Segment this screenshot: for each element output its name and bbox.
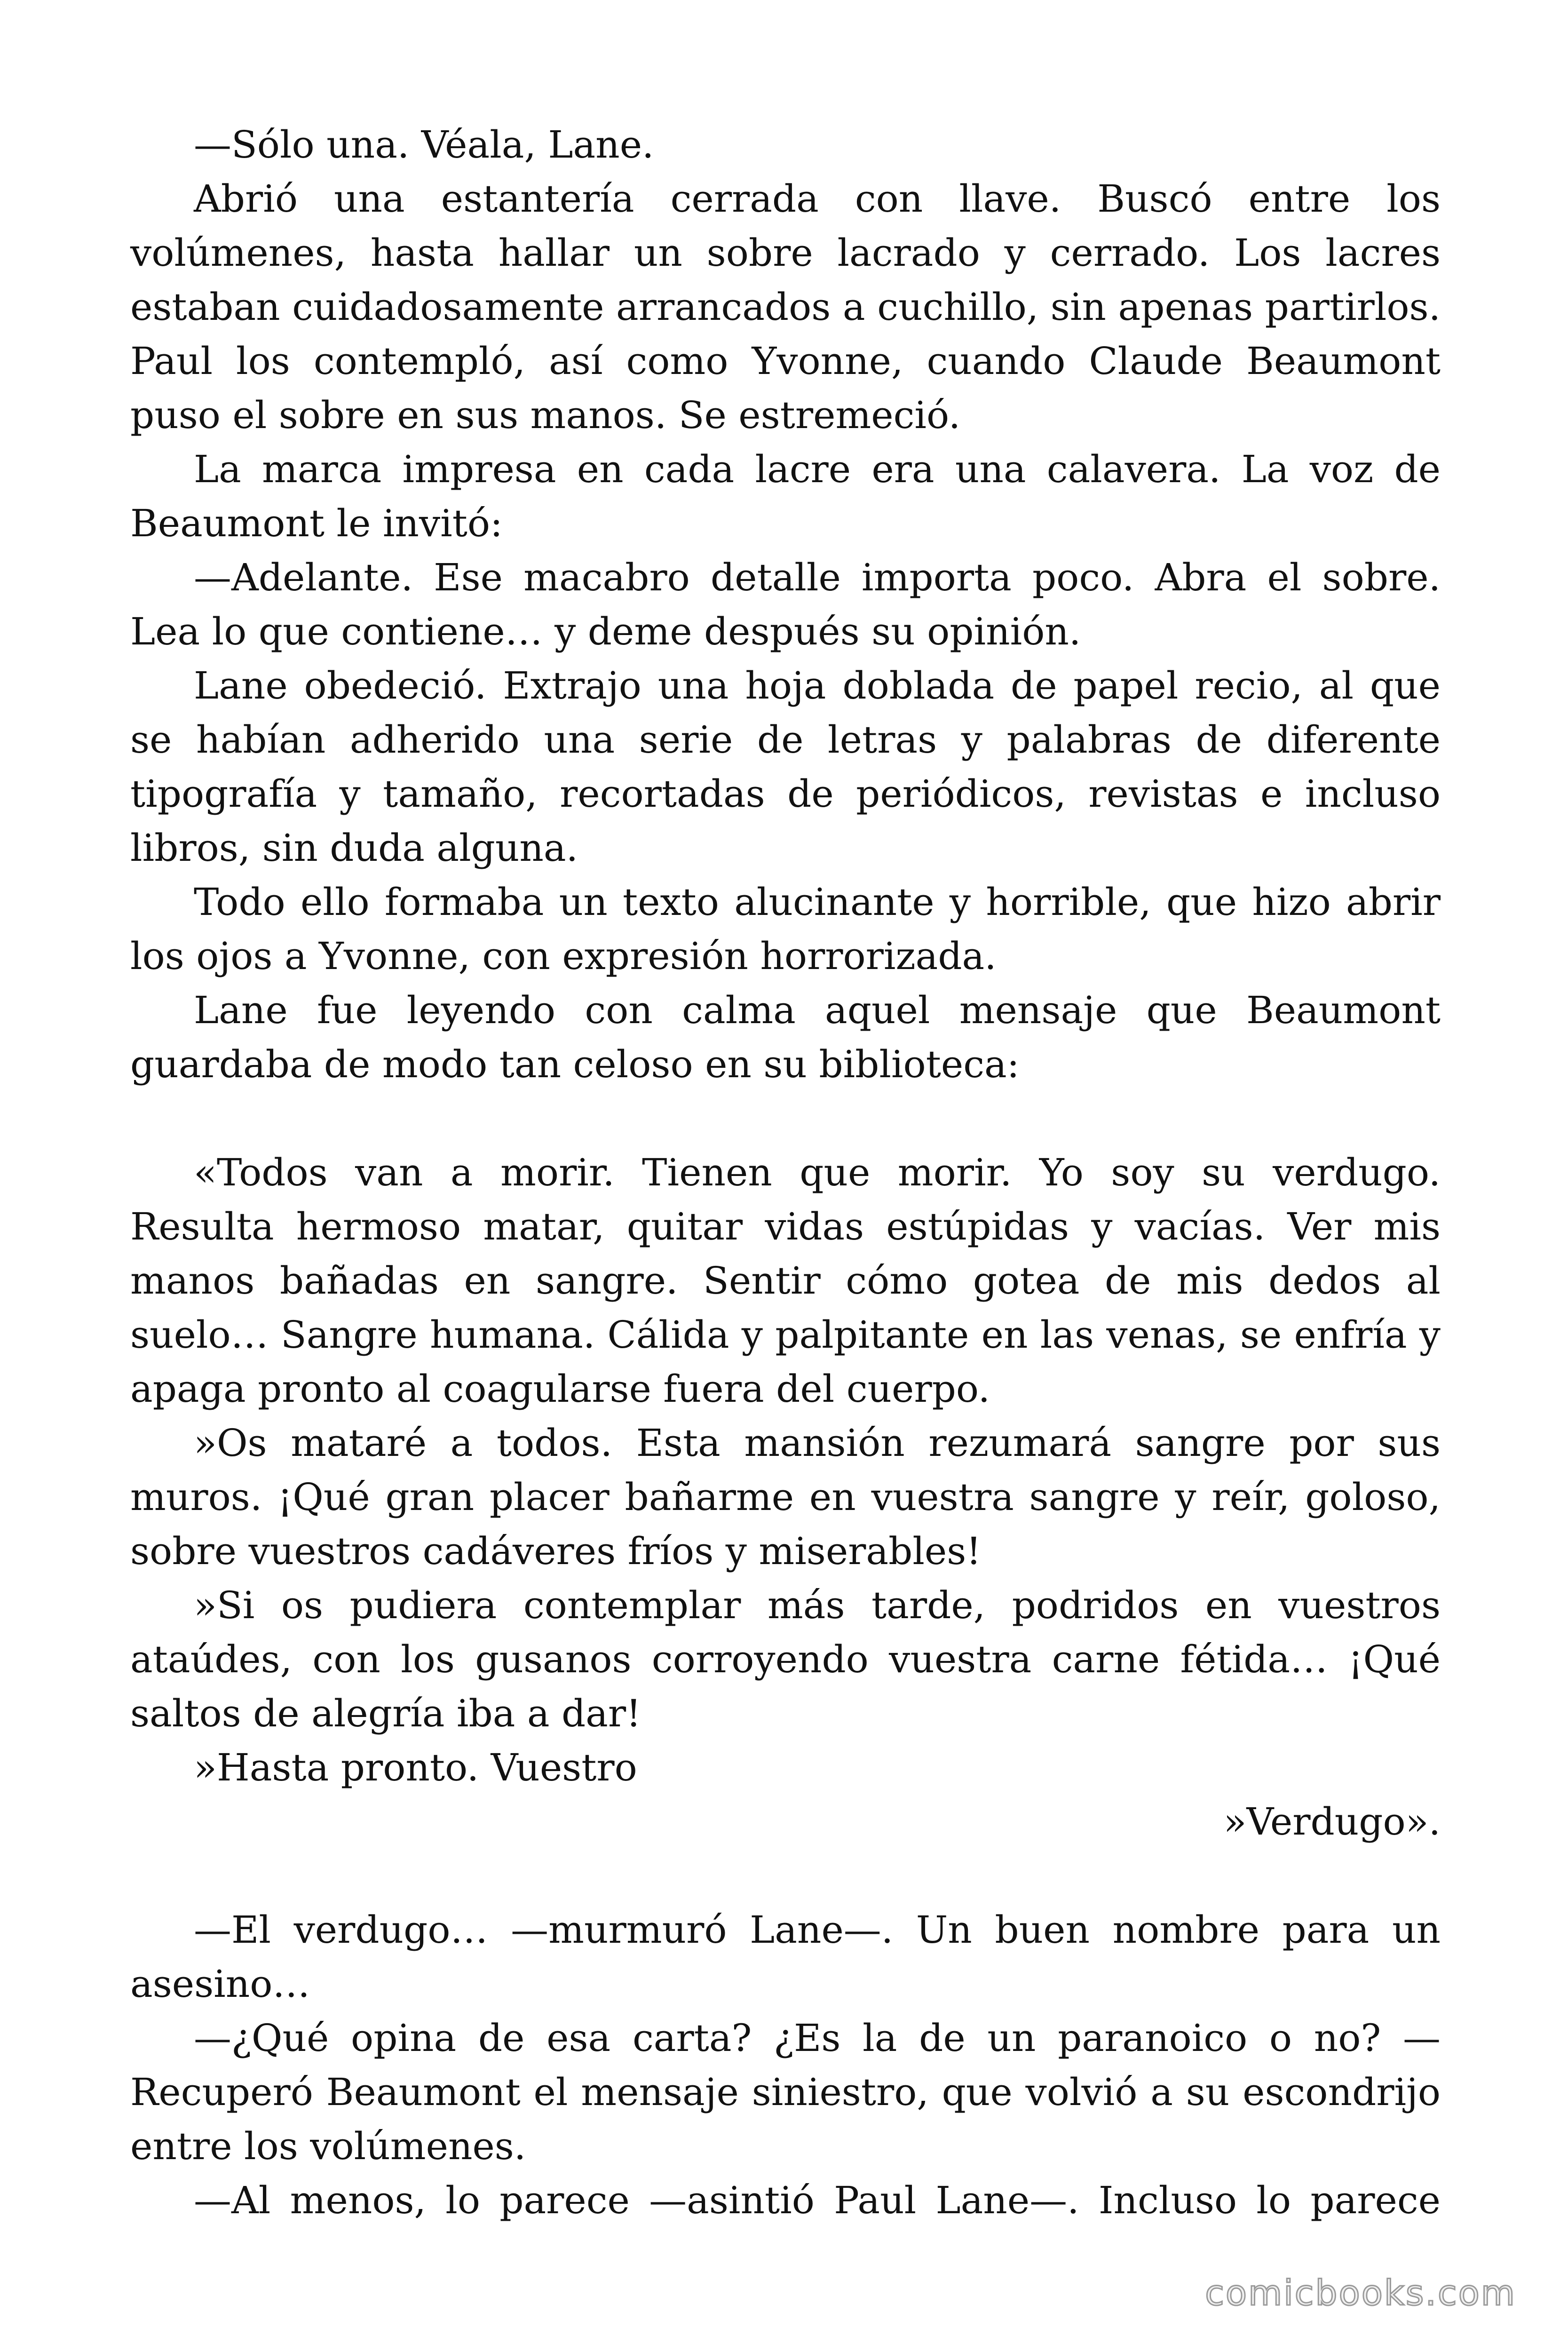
text-line: —El verdugo… —murmuró Lane—. Un buen nombre para un: [194, 1908, 1441, 1952]
paragraph-gap: [130, 1849, 1441, 1903]
page-text: [130, 118, 1441, 2227]
text-line: asesino…: [130, 1962, 310, 2006]
text-line: Paul los contempló, así como Yvonne, cuando Claude Beaumont: [130, 339, 1441, 383]
letter-line: »Os mataré a todos. Esta mansión rezumará sangre por sus: [194, 1421, 1441, 1465]
text-line: se habían adherido una serie de letras y palabras de diferente: [130, 718, 1441, 762]
text-line: libros, sin duda alguna.: [130, 826, 578, 870]
text-line: tipografía y tamaño, recortadas de periódicos, revistas e incluso: [130, 772, 1441, 816]
text-line: Lane fue leyendo con calma aquel mensaje que Beaumont: [194, 988, 1441, 1032]
text-line: Lea lo que contiene… y deme después su opinión.: [130, 610, 1081, 653]
letter-line: ataúdes, con los gusanos corroyendo vuestra carne fétida… ¡Qué: [130, 1637, 1441, 1681]
text-line: puso el sobre en sus manos. Se estremeció.: [130, 393, 961, 437]
text-line: —Sólo una. Véala, Lane.: [194, 123, 654, 167]
letter-line: manos bañadas en sangre. Sentir cómo gotea de mis dedos al: [130, 1259, 1441, 1303]
letter-line: muros. ¡Qué gran placer bañarme en vuestra sangre y reír, goloso,: [130, 1475, 1441, 1519]
letter-line: saltos de alegría iba a dar!: [130, 1692, 641, 1735]
text-line: —Adelante. Ese macabro detalle importa poco. Abra el sobre.: [194, 556, 1441, 599]
paragraph-gap: [130, 1091, 1441, 1145]
text-line: los ojos a Yvonne, con expresión horrorizada.: [130, 934, 997, 978]
text-line: Lane obedeció. Extrajo una hoja doblada de papel recio, al que: [194, 664, 1441, 707]
text-line: guardaba de modo tan celoso en su biblioteca:: [130, 1042, 1020, 1086]
text-line: Recuperó Beaumont el mensaje siniestro, que volvió a su escondrijo: [130, 2070, 1441, 2114]
text-line: Beaumont le invitó:: [130, 501, 503, 545]
text-line: Abrió una estantería cerrada con llave. Buscó entre los: [194, 177, 1441, 221]
letter-line: sobre vuestros cadáveres fríos y miserables!: [130, 1529, 982, 1573]
text-line: —Al menos, lo parece —asintió Paul Lane—. Incluso lo parece: [194, 2178, 1441, 2222]
watermark: comicbooks.com: [1205, 2273, 1516, 2313]
letter-line: «Todos van a morir. Tienen que morir. Yo soy su verdugo.: [194, 1151, 1441, 1194]
letter-line: Resulta hermoso matar, quitar vidas estúpidas y vacías. Ver mis: [130, 1205, 1441, 1248]
text-line: La marca impresa en cada lacre era una calavera. La voz de: [194, 447, 1441, 491]
letter-line: »Hasta pronto. Vuestro: [194, 1746, 637, 1789]
letter-line: »Si os pudiera contemplar más tarde, podridos en vuestros: [194, 1583, 1441, 1627]
text-line: —¿Qué opina de esa carta? ¿Es la de un paranoico o no? —: [194, 2016, 1441, 2060]
letter-line: apaga pronto al coagularse fuera del cuerpo.: [130, 1367, 990, 1411]
text-line: entre los volúmenes.: [130, 2124, 526, 2168]
text-line: estaban cuidadosamente arrancados a cuchillo, sin apenas partirlos.: [130, 285, 1441, 329]
letter-signature: »Verdugo».: [1223, 1800, 1441, 1843]
letter-line: suelo… Sangre humana. Cálida y palpitante en las venas, se enfría y: [130, 1313, 1441, 1357]
text-line: volúmenes, hasta hallar un sobre lacrado y cerrado. Los lacres: [130, 231, 1441, 275]
text-line: Todo ello formaba un texto alucinante y horrible, que hizo abrir: [194, 880, 1441, 924]
